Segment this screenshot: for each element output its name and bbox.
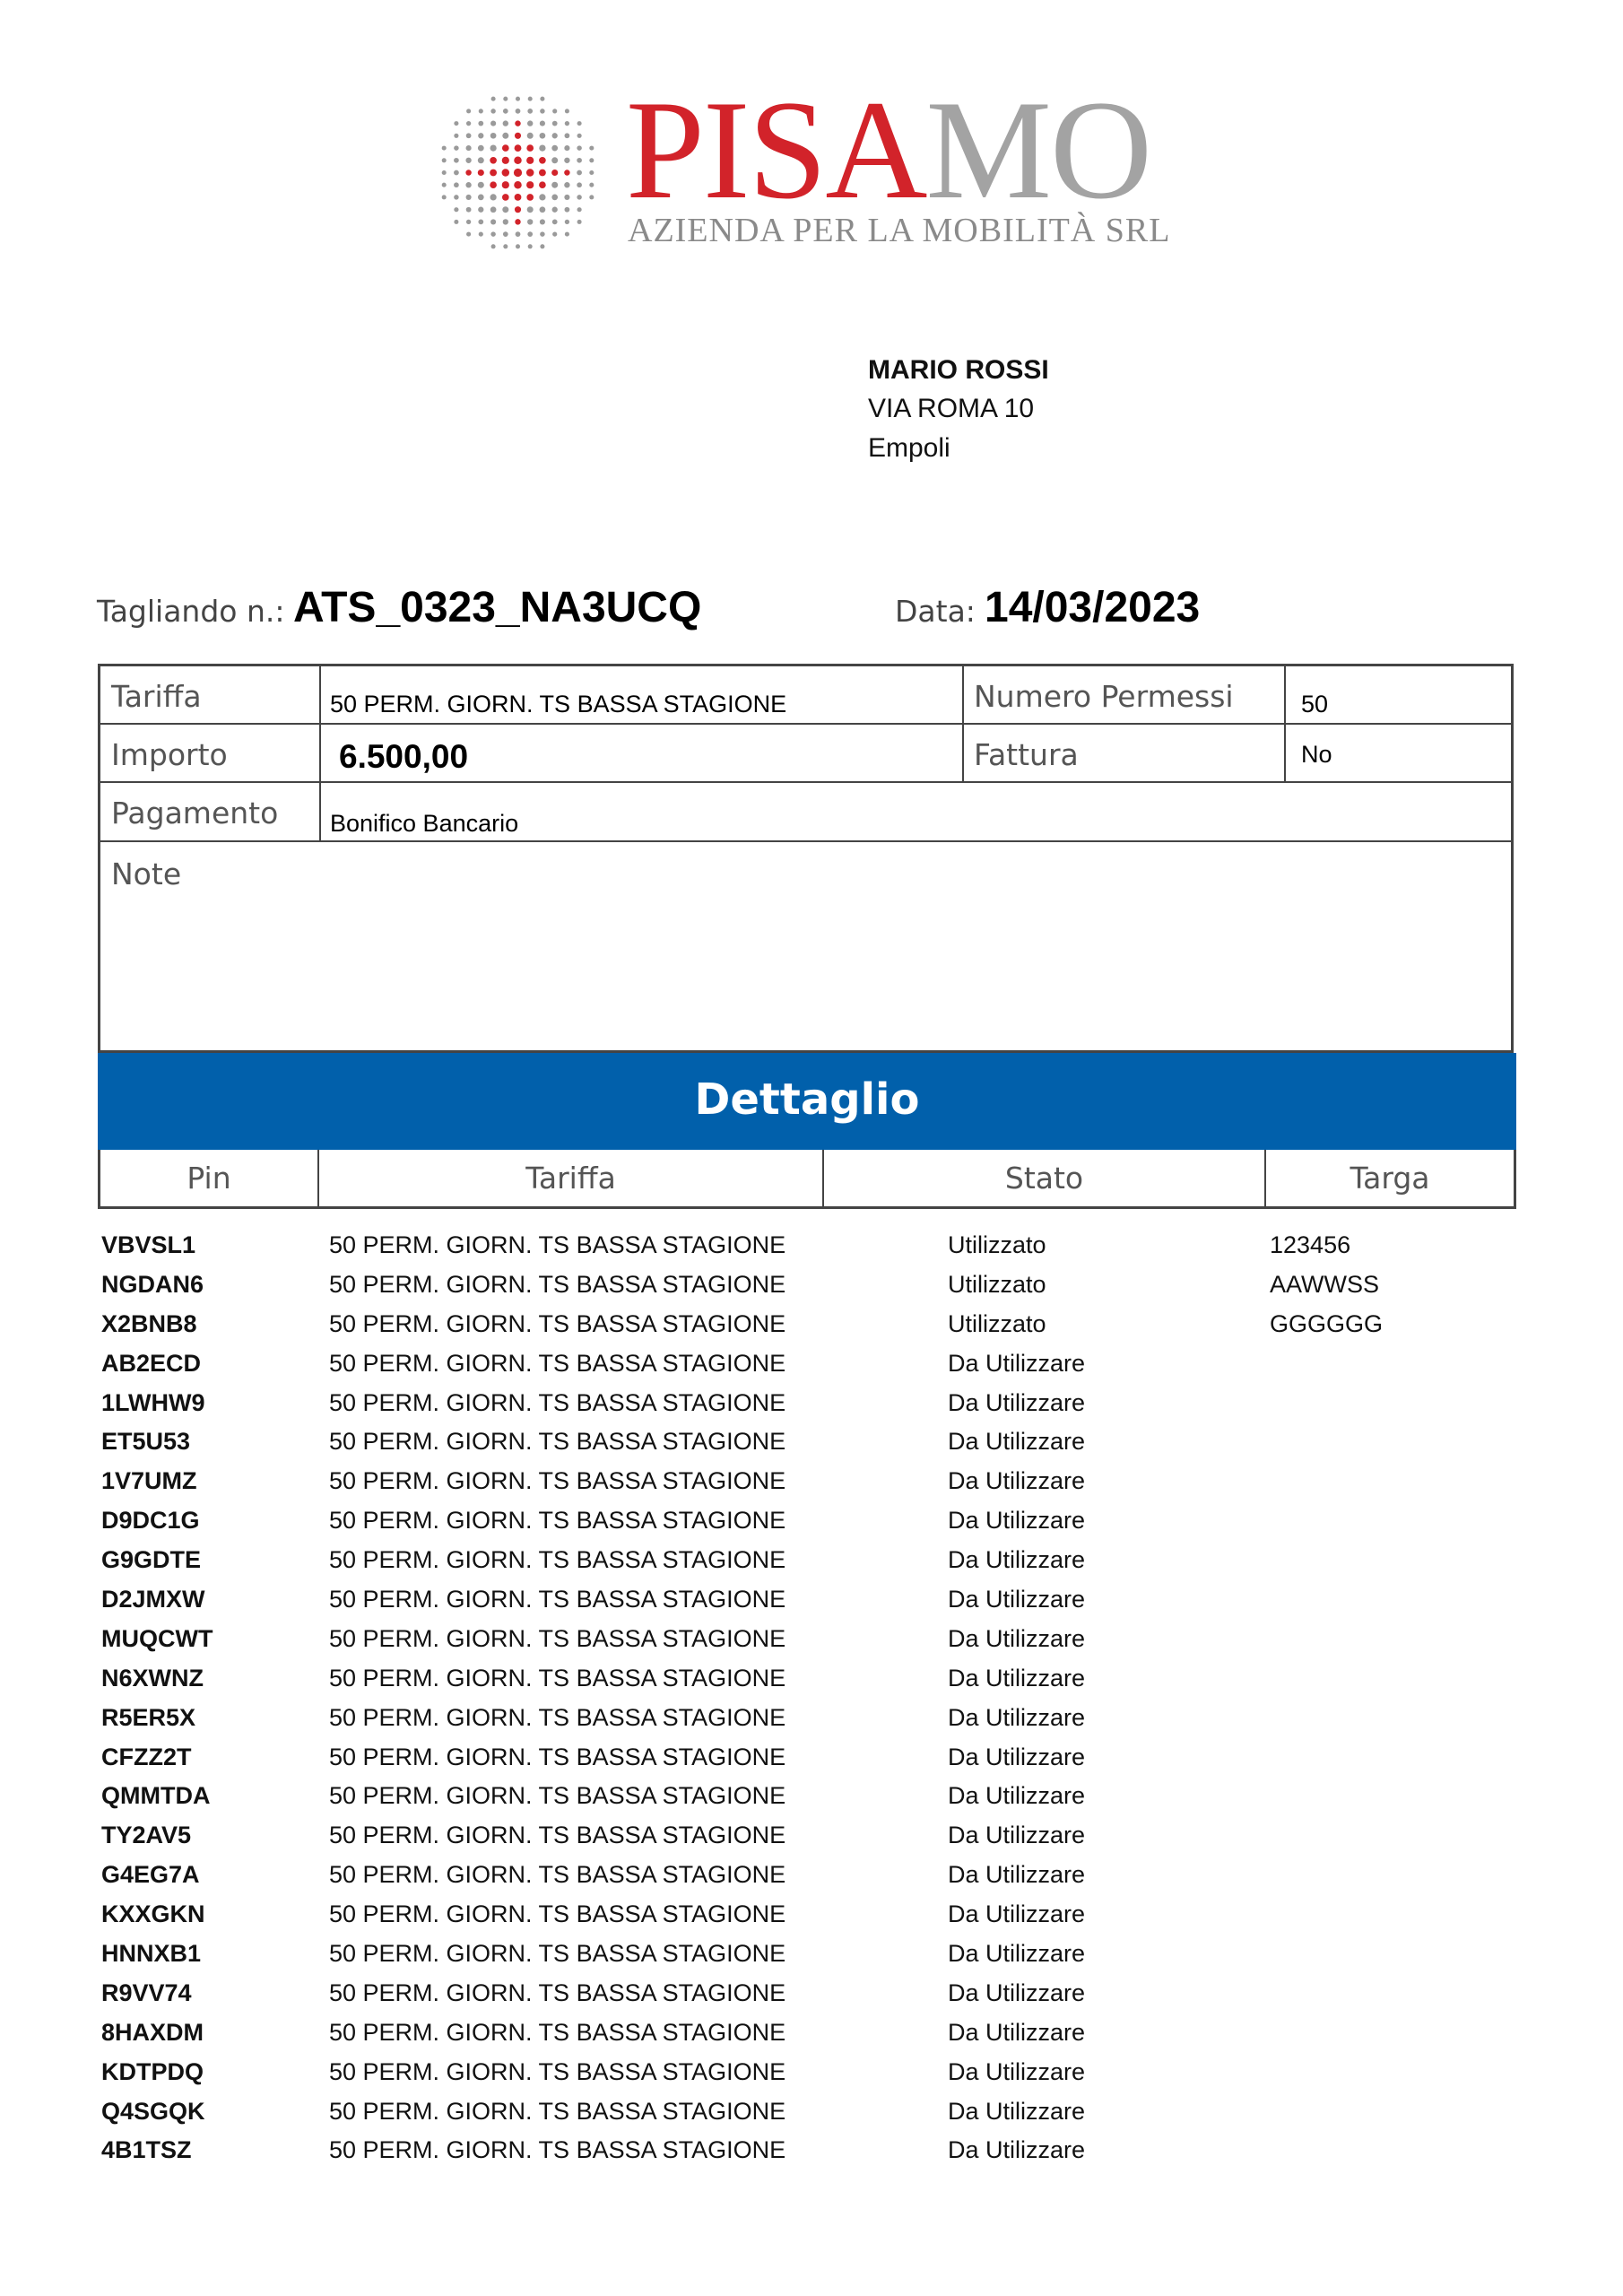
ticket-number: ATS_0323_NA3UCQ <box>293 584 702 631</box>
row-pin: G4EG7A <box>101 1861 200 1889</box>
row-tariffa: 50 PERM. GIORN. TS BASSA STAGIONE <box>329 1428 786 1456</box>
row-tariffa: 50 PERM. GIORN. TS BASSA STAGIONE <box>329 1624 786 1652</box>
column-header-targa: Targa <box>1350 1161 1430 1196</box>
logo-sphere-icon <box>439 94 596 251</box>
row-pin: Q4SGQK <box>101 2097 205 2125</box>
table-row <box>0 1229 1623 1268</box>
row-stato: Utilizzato <box>948 1309 1046 1337</box>
numero-permessi-label: Numero Permessi <box>974 679 1234 714</box>
table-row <box>0 1268 1623 1308</box>
row-pin: R5ER5X <box>101 1703 196 1731</box>
row-stato: Utilizzato <box>948 1231 1046 1258</box>
row-stato: Da Utilizzare <box>948 1900 1086 1928</box>
table-row <box>0 1662 1623 1701</box>
row-stato: Da Utilizzare <box>948 1743 1086 1770</box>
row-stato: Da Utilizzare <box>948 1940 1086 1968</box>
row-tariffa: 50 PERM. GIORN. TS BASSA STAGIONE <box>329 2018 786 2046</box>
pisamo-logo <box>439 72 1171 256</box>
table-row <box>0 1583 1623 1622</box>
row-pin: R9VV74 <box>101 1979 192 2006</box>
row-tariffa: 50 PERM. GIORN. TS BASSA STAGIONE <box>329 1231 786 1258</box>
table-row <box>0 1544 1623 1583</box>
table-row <box>0 2095 1623 2135</box>
pagamento-label: Pagamento <box>111 796 279 831</box>
date-label: Data: <box>895 594 976 629</box>
table-row <box>0 2134 1623 2173</box>
row-pin: 4B1TSZ <box>101 2136 192 2164</box>
row-pin: D9DC1G <box>101 1507 200 1535</box>
logo-word-gray: MO <box>925 72 1151 229</box>
table-row <box>0 2016 1623 2056</box>
row-pin: G9GDTE <box>101 1546 202 1574</box>
detail-banner <box>98 1053 1516 1150</box>
table-row <box>0 1898 1623 1937</box>
row-stato: Da Utilizzare <box>948 1782 1086 1810</box>
table-row <box>0 1937 1623 1977</box>
column-header-pin: Pin <box>100 1150 319 1206</box>
row-tariffa: 50 PERM. GIORN. TS BASSA STAGIONE <box>329 1703 786 1731</box>
pagamento-value: Bonifico Bancario <box>330 810 519 837</box>
row-tariffa: 50 PERM. GIORN. TS BASSA STAGIONE <box>329 1782 786 1810</box>
row-tariffa: 50 PERM. GIORN. TS BASSA STAGIONE <box>329 1743 786 1770</box>
row-stato: Da Utilizzare <box>948 1703 1086 1731</box>
logo-word-red: PISA <box>626 72 926 229</box>
table-row <box>0 1465 1623 1504</box>
row-pin: KXXGKN <box>101 1900 205 1928</box>
row-pin: MUQCWT <box>101 1624 213 1652</box>
table-row <box>0 1858 1623 1898</box>
row-tariffa: 50 PERM. GIORN. TS BASSA STAGIONE <box>329 1270 786 1298</box>
row-targa: GGGGGG <box>1270 1309 1384 1337</box>
table-row <box>0 1504 1623 1544</box>
row-pin: 8HAXDM <box>101 2018 204 2046</box>
row-tariffa: 50 PERM. GIORN. TS BASSA STAGIONE <box>329 1349 786 1377</box>
row-pin: NGDAN6 <box>101 1270 204 1298</box>
detail-column-header <box>98 1150 1516 1209</box>
table-row <box>0 1622 1623 1662</box>
row-stato: Da Utilizzare <box>948 1388 1086 1416</box>
row-stato: Da Utilizzare <box>948 1467 1086 1495</box>
tariffa-label: Tariffa <box>111 679 202 714</box>
logo-wordmark <box>626 72 1151 229</box>
table-row <box>0 1308 1623 1347</box>
row-tariffa: 50 PERM. GIORN. TS BASSA STAGIONE <box>329 1586 786 1613</box>
row-tariffa: 50 PERM. GIORN. TS BASSA STAGIONE <box>329 1467 786 1495</box>
ticket-date: 14/03/2023 <box>985 584 1201 631</box>
row-tariffa: 50 PERM. GIORN. TS BASSA STAGIONE <box>329 1507 786 1535</box>
logo-subtitle: AZIENDA PER LA MOBILITÀ SRL <box>628 212 1171 249</box>
row-tariffa: 50 PERM. GIORN. TS BASSA STAGIONE <box>329 1861 786 1889</box>
table-row <box>0 1741 1623 1780</box>
fattura-label: Fattura <box>974 737 1079 772</box>
row-stato: Da Utilizzare <box>948 1664 1086 1692</box>
column-header-tariffa: Tariffa <box>319 1150 824 1206</box>
row-stato: Da Utilizzare <box>948 1624 1086 1652</box>
row-pin: HNNXB1 <box>101 1940 202 1968</box>
row-tariffa: 50 PERM. GIORN. TS BASSA STAGIONE <box>329 1309 786 1337</box>
row-pin: 1LWHW9 <box>101 1388 205 1416</box>
detail-rows <box>0 1229 1623 2173</box>
row-stato: Da Utilizzare <box>948 2018 1086 2046</box>
note-label: Note <box>111 857 182 891</box>
table-row <box>0 2056 1623 2095</box>
row-tariffa: 50 PERM. GIORN. TS BASSA STAGIONE <box>329 1546 786 1574</box>
row-stato: Da Utilizzare <box>948 1507 1086 1535</box>
recipient-street: VIA ROMA 10 <box>868 394 1035 423</box>
row-tariffa: 50 PERM. GIORN. TS BASSA STAGIONE <box>329 1900 786 1928</box>
row-pin: 1V7UMZ <box>101 1467 197 1495</box>
row-stato: Da Utilizzare <box>948 1428 1086 1456</box>
row-tariffa: 50 PERM. GIORN. TS BASSA STAGIONE <box>329 2057 786 2085</box>
row-tariffa: 50 PERM. GIORN. TS BASSA STAGIONE <box>329 1940 786 1968</box>
row-stato: Utilizzato <box>948 1270 1046 1298</box>
row-pin: N6XWNZ <box>101 1664 204 1692</box>
row-stato: Da Utilizzare <box>948 1546 1086 1574</box>
fattura-value: No <box>1301 741 1332 768</box>
ticket-info-box <box>98 664 1514 1053</box>
row-stato: Da Utilizzare <box>948 2057 1086 2085</box>
row-tariffa: 50 PERM. GIORN. TS BASSA STAGIONE <box>329 1979 786 2006</box>
detail-title: Dettaglio <box>694 1074 920 1125</box>
row-pin: D2JMXW <box>101 1586 205 1613</box>
row-tariffa: 50 PERM. GIORN. TS BASSA STAGIONE <box>329 2136 786 2164</box>
recipient-city: Empoli <box>868 433 950 463</box>
table-row <box>0 1701 1623 1741</box>
importo-value: 6.500,00 <box>339 738 469 775</box>
row-stato: Da Utilizzare <box>948 1349 1086 1377</box>
row-stato: Da Utilizzare <box>948 1861 1086 1889</box>
importo-label: Importo <box>111 737 228 772</box>
row-pin: X2BNB8 <box>101 1309 197 1337</box>
row-pin: VBVSL1 <box>101 1231 196 1258</box>
recipient-name: MARIO ROSSI <box>868 355 1049 385</box>
row-stato: Da Utilizzare <box>948 1586 1086 1613</box>
row-targa: AAWWSS <box>1270 1270 1380 1298</box>
row-pin: ET5U53 <box>101 1428 191 1456</box>
row-tariffa: 50 PERM. GIORN. TS BASSA STAGIONE <box>329 1664 786 1692</box>
row-pin: KDTPDQ <box>101 2057 204 2085</box>
row-stato: Da Utilizzare <box>948 2136 1086 2164</box>
row-stato: Da Utilizzare <box>948 2097 1086 2125</box>
row-tariffa: 50 PERM. GIORN. TS BASSA STAGIONE <box>329 1388 786 1416</box>
row-pin: CFZZ2T <box>101 1743 192 1770</box>
row-targa: 123456 <box>1270 1231 1351 1258</box>
table-row <box>0 1977 1623 2016</box>
ticket-number-label: Tagliando n.: <box>97 594 285 629</box>
row-stato: Da Utilizzare <box>948 1822 1086 1849</box>
table-row <box>0 1347 1623 1387</box>
row-stato: Da Utilizzare <box>948 1979 1086 2006</box>
row-tariffa: 50 PERM. GIORN. TS BASSA STAGIONE <box>329 2097 786 2125</box>
table-row <box>0 1779 1623 1819</box>
table-row <box>0 1387 1623 1426</box>
row-pin: TY2AV5 <box>101 1822 192 1849</box>
tariffa-value: 50 PERM. GIORN. TS BASSA STAGIONE <box>330 691 787 718</box>
row-pin: AB2ECD <box>101 1349 202 1377</box>
column-header-stato: Stato <box>824 1150 1266 1206</box>
table-row <box>0 1819 1623 1858</box>
row-tariffa: 50 PERM. GIORN. TS BASSA STAGIONE <box>329 1822 786 1849</box>
table-row <box>0 1425 1623 1465</box>
numero-permessi-value: 50 <box>1301 691 1329 718</box>
row-pin: QMMTDA <box>101 1782 211 1810</box>
